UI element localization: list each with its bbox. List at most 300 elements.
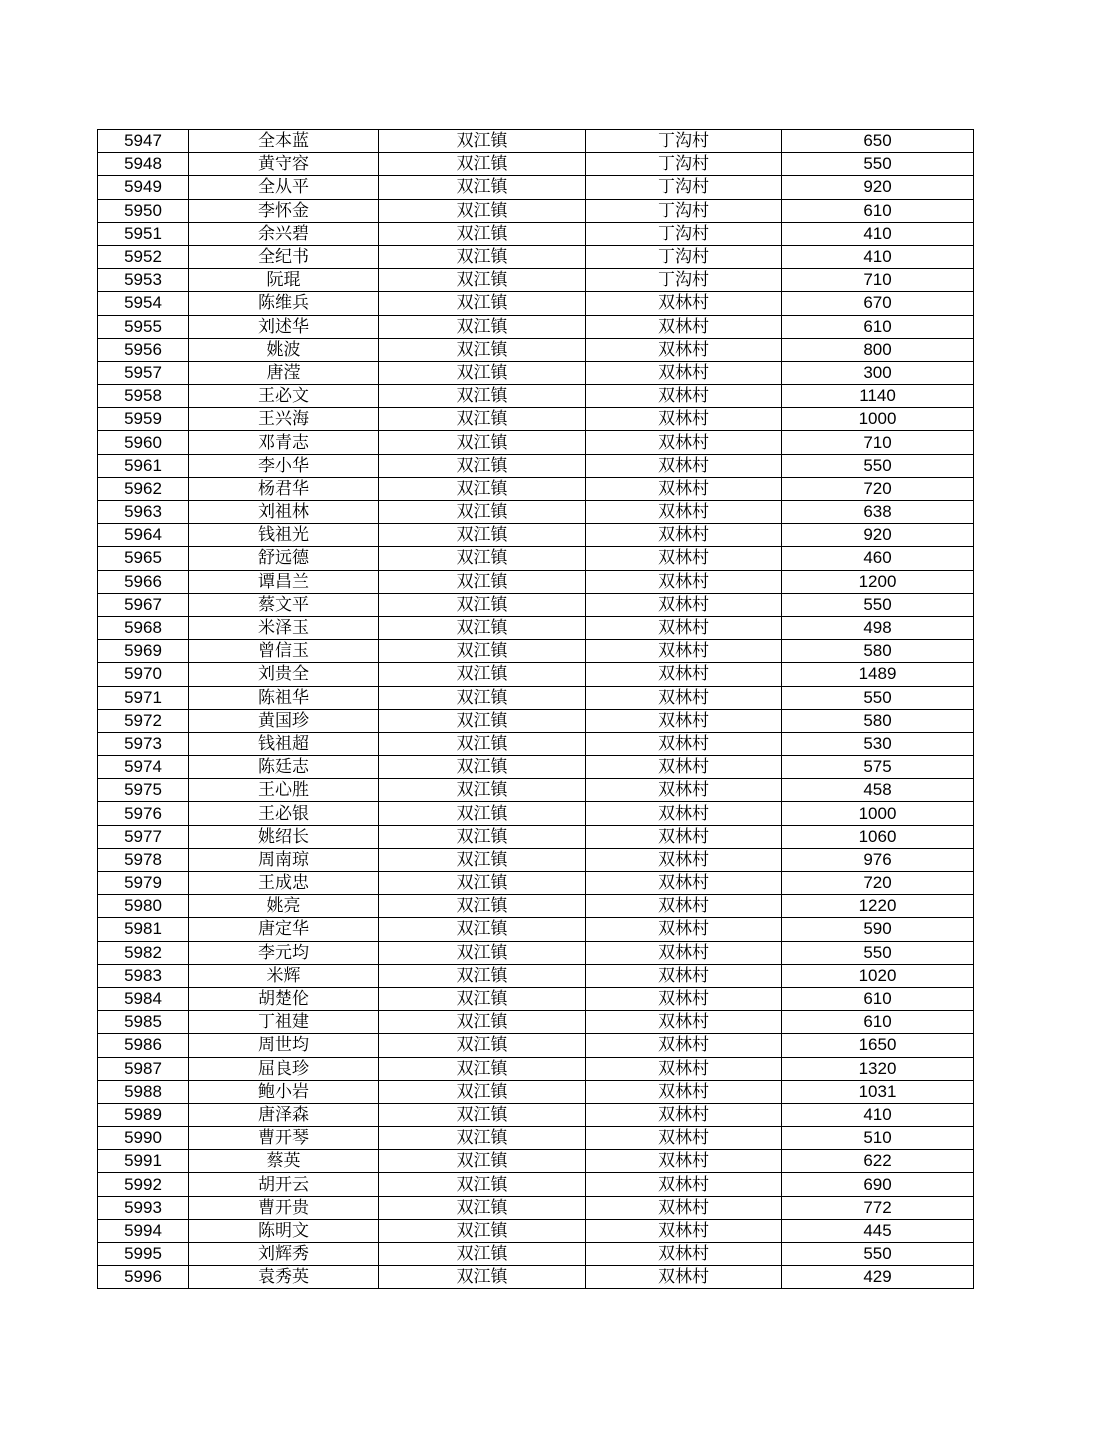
name-cell: 李怀金 — [189, 199, 379, 222]
amount-cell: 650 — [782, 130, 974, 153]
table-row — [98, 130, 974, 153]
name-cell: 周世均 — [189, 1034, 379, 1057]
village-cell: 双林村 — [586, 524, 782, 547]
village-cell: 双林村 — [586, 570, 782, 593]
row-number-cell: 5977 — [98, 825, 189, 848]
table-row — [98, 477, 974, 500]
village-cell: 双林村 — [586, 640, 782, 663]
row-number-cell: 5991 — [98, 1150, 189, 1173]
amount-cell: 772 — [782, 1196, 974, 1219]
name-cell: 屈良珍 — [189, 1057, 379, 1080]
name-cell: 陈廷志 — [189, 756, 379, 779]
name-cell: 胡楚伦 — [189, 987, 379, 1010]
village-cell: 双林村 — [586, 1150, 782, 1173]
table-row — [98, 1243, 974, 1266]
table-row — [98, 825, 974, 848]
village-cell: 双林村 — [586, 361, 782, 384]
table-body — [98, 130, 974, 1289]
amount-cell: 1000 — [782, 802, 974, 825]
table-row — [98, 616, 974, 639]
town-cell: 双江镇 — [379, 570, 586, 593]
table-row — [98, 501, 974, 524]
town-cell: 双江镇 — [379, 1057, 586, 1080]
name-cell: 唐泽森 — [189, 1103, 379, 1126]
town-cell: 双江镇 — [379, 593, 586, 616]
amount-cell: 1220 — [782, 895, 974, 918]
name-cell: 姚绍长 — [189, 825, 379, 848]
town-cell: 双江镇 — [379, 640, 586, 663]
row-number-cell: 5975 — [98, 779, 189, 802]
amount-cell: 1489 — [782, 663, 974, 686]
amount-cell: 610 — [782, 199, 974, 222]
table-row — [98, 408, 974, 431]
table-row — [98, 1057, 974, 1080]
town-cell: 双江镇 — [379, 1011, 586, 1034]
town-cell: 双江镇 — [379, 686, 586, 709]
name-cell: 余兴碧 — [189, 222, 379, 245]
name-cell: 钱祖超 — [189, 732, 379, 755]
town-cell: 双江镇 — [379, 616, 586, 639]
town-cell: 双江镇 — [379, 245, 586, 268]
row-number-cell: 5996 — [98, 1266, 189, 1289]
table-row — [98, 385, 974, 408]
table-row — [98, 756, 974, 779]
row-number-cell: 5976 — [98, 802, 189, 825]
table-row — [98, 338, 974, 361]
town-cell: 双江镇 — [379, 477, 586, 500]
town-cell: 双江镇 — [379, 1243, 586, 1266]
row-number-cell: 5962 — [98, 477, 189, 500]
name-cell: 袁秀英 — [189, 1266, 379, 1289]
town-cell: 双江镇 — [379, 269, 586, 292]
table-row — [98, 199, 974, 222]
amount-cell: 1320 — [782, 1057, 974, 1080]
table-row — [98, 593, 974, 616]
amount-cell: 550 — [782, 153, 974, 176]
row-number-cell: 5985 — [98, 1011, 189, 1034]
name-cell: 曹开琴 — [189, 1127, 379, 1150]
town-cell: 双江镇 — [379, 732, 586, 755]
row-number-cell: 5953 — [98, 269, 189, 292]
town-cell: 双江镇 — [379, 709, 586, 732]
amount-cell: 690 — [782, 1173, 974, 1196]
name-cell: 陈明文 — [189, 1219, 379, 1242]
table-row — [98, 454, 974, 477]
village-cell: 双林村 — [586, 756, 782, 779]
amount-cell: 550 — [782, 941, 974, 964]
name-cell: 舒远德 — [189, 547, 379, 570]
row-number-cell: 5987 — [98, 1057, 189, 1080]
amount-cell: 610 — [782, 315, 974, 338]
town-cell: 双江镇 — [379, 385, 586, 408]
row-number-cell: 5967 — [98, 593, 189, 616]
row-number-cell: 5980 — [98, 895, 189, 918]
town-cell: 双江镇 — [379, 315, 586, 338]
name-cell: 王心胜 — [189, 779, 379, 802]
name-cell: 蔡英 — [189, 1150, 379, 1173]
town-cell: 双江镇 — [379, 153, 586, 176]
name-cell: 唐滢 — [189, 361, 379, 384]
village-cell: 双林村 — [586, 501, 782, 524]
name-cell: 曹开贵 — [189, 1196, 379, 1219]
table-row — [98, 663, 974, 686]
table-row — [98, 1196, 974, 1219]
village-cell: 双林村 — [586, 895, 782, 918]
row-number-cell: 5969 — [98, 640, 189, 663]
row-number-cell: 5948 — [98, 153, 189, 176]
amount-cell: 720 — [782, 872, 974, 895]
name-cell: 胡开云 — [189, 1173, 379, 1196]
amount-cell: 580 — [782, 709, 974, 732]
table-row — [98, 895, 974, 918]
town-cell: 双江镇 — [379, 1080, 586, 1103]
row-number-cell: 5965 — [98, 547, 189, 570]
table-row — [98, 732, 974, 755]
table-row — [98, 872, 974, 895]
row-number-cell: 5970 — [98, 663, 189, 686]
name-cell: 钱祖光 — [189, 524, 379, 547]
amount-cell: 976 — [782, 848, 974, 871]
village-cell: 丁沟村 — [586, 199, 782, 222]
table-row — [98, 524, 974, 547]
name-cell: 陈维兵 — [189, 292, 379, 315]
table-row — [98, 640, 974, 663]
table-row — [98, 1219, 974, 1242]
town-cell: 双江镇 — [379, 130, 586, 153]
data-table — [97, 129, 974, 1289]
table-row — [98, 709, 974, 732]
row-number-cell: 5995 — [98, 1243, 189, 1266]
row-number-cell: 5960 — [98, 431, 189, 454]
amount-cell: 530 — [782, 732, 974, 755]
amount-cell: 550 — [782, 1243, 974, 1266]
village-cell: 双林村 — [586, 1266, 782, 1289]
village-cell: 双林村 — [586, 385, 782, 408]
town-cell: 双江镇 — [379, 199, 586, 222]
row-number-cell: 5959 — [98, 408, 189, 431]
table-row — [98, 431, 974, 454]
table-row — [98, 964, 974, 987]
row-number-cell: 5958 — [98, 385, 189, 408]
village-cell: 双林村 — [586, 1173, 782, 1196]
name-cell: 王必文 — [189, 385, 379, 408]
town-cell: 双江镇 — [379, 663, 586, 686]
village-cell: 双林村 — [586, 779, 782, 802]
row-number-cell: 5971 — [98, 686, 189, 709]
row-number-cell: 5984 — [98, 987, 189, 1010]
row-number-cell: 5950 — [98, 199, 189, 222]
name-cell: 王必银 — [189, 802, 379, 825]
name-cell: 米辉 — [189, 964, 379, 987]
amount-cell: 580 — [782, 640, 974, 663]
amount-cell: 590 — [782, 918, 974, 941]
name-cell: 曾信玉 — [189, 640, 379, 663]
town-cell: 双江镇 — [379, 1127, 586, 1150]
village-cell: 双林村 — [586, 477, 782, 500]
table-row — [98, 987, 974, 1010]
name-cell: 全纪书 — [189, 245, 379, 268]
table-row — [98, 570, 974, 593]
name-cell: 丁祖建 — [189, 1011, 379, 1034]
amount-cell: 622 — [782, 1150, 974, 1173]
name-cell: 周南琼 — [189, 848, 379, 871]
row-number-cell: 5990 — [98, 1127, 189, 1150]
amount-cell: 458 — [782, 779, 974, 802]
village-cell: 双林村 — [586, 616, 782, 639]
row-number-cell: 5982 — [98, 941, 189, 964]
amount-cell: 498 — [782, 616, 974, 639]
village-cell: 双林村 — [586, 941, 782, 964]
name-cell: 黄守容 — [189, 153, 379, 176]
table-row — [98, 176, 974, 199]
amount-cell: 610 — [782, 1011, 974, 1034]
amount-cell: 920 — [782, 524, 974, 547]
town-cell: 双江镇 — [379, 941, 586, 964]
name-cell: 王兴海 — [189, 408, 379, 431]
town-cell: 双江镇 — [379, 361, 586, 384]
amount-cell: 445 — [782, 1219, 974, 1242]
town-cell: 双江镇 — [379, 176, 586, 199]
town-cell: 双江镇 — [379, 1150, 586, 1173]
amount-cell: 670 — [782, 292, 974, 315]
amount-cell: 1200 — [782, 570, 974, 593]
town-cell: 双江镇 — [379, 501, 586, 524]
amount-cell: 1020 — [782, 964, 974, 987]
row-number-cell: 5993 — [98, 1196, 189, 1219]
village-cell: 双林村 — [586, 408, 782, 431]
name-cell: 阮琨 — [189, 269, 379, 292]
village-cell: 双林村 — [586, 663, 782, 686]
town-cell: 双江镇 — [379, 1196, 586, 1219]
amount-cell: 1031 — [782, 1080, 974, 1103]
row-number-cell: 5963 — [98, 501, 189, 524]
amount-cell: 300 — [782, 361, 974, 384]
name-cell: 邓青志 — [189, 431, 379, 454]
amount-cell: 800 — [782, 338, 974, 361]
row-number-cell: 5968 — [98, 616, 189, 639]
village-cell: 双林村 — [586, 686, 782, 709]
amount-cell: 410 — [782, 1103, 974, 1126]
row-number-cell: 5992 — [98, 1173, 189, 1196]
village-cell: 双林村 — [586, 1011, 782, 1034]
town-cell: 双江镇 — [379, 802, 586, 825]
row-number-cell: 5957 — [98, 361, 189, 384]
village-cell: 双林村 — [586, 338, 782, 361]
table-row — [98, 1011, 974, 1034]
name-cell: 陈祖华 — [189, 686, 379, 709]
table-row — [98, 1080, 974, 1103]
name-cell: 蔡文平 — [189, 593, 379, 616]
village-cell: 丁沟村 — [586, 153, 782, 176]
row-number-cell: 5981 — [98, 918, 189, 941]
village-cell: 双林村 — [586, 964, 782, 987]
village-cell: 双林村 — [586, 825, 782, 848]
table-row — [98, 1150, 974, 1173]
village-cell: 双林村 — [586, 1034, 782, 1057]
name-cell: 姚亮 — [189, 895, 379, 918]
village-cell: 双林村 — [586, 1219, 782, 1242]
table-row — [98, 292, 974, 315]
name-cell: 李元均 — [189, 941, 379, 964]
amount-cell: 575 — [782, 756, 974, 779]
table-row — [98, 361, 974, 384]
table-row — [98, 941, 974, 964]
town-cell: 双江镇 — [379, 454, 586, 477]
amount-cell: 720 — [782, 477, 974, 500]
town-cell: 双江镇 — [379, 547, 586, 570]
row-number-cell: 5983 — [98, 964, 189, 987]
amount-cell: 510 — [782, 1127, 974, 1150]
row-number-cell: 5949 — [98, 176, 189, 199]
table-row — [98, 222, 974, 245]
row-number-cell: 5994 — [98, 1219, 189, 1242]
name-cell: 刘辉秀 — [189, 1243, 379, 1266]
amount-cell: 550 — [782, 686, 974, 709]
table-row — [98, 802, 974, 825]
town-cell: 双江镇 — [379, 825, 586, 848]
name-cell: 全从平 — [189, 176, 379, 199]
table-row — [98, 1173, 974, 1196]
town-cell: 双江镇 — [379, 292, 586, 315]
amount-cell: 410 — [782, 222, 974, 245]
amount-cell: 610 — [782, 987, 974, 1010]
row-number-cell: 5988 — [98, 1080, 189, 1103]
village-cell: 双林村 — [586, 1080, 782, 1103]
table-row — [98, 1103, 974, 1126]
name-cell: 黄国珍 — [189, 709, 379, 732]
name-cell: 刘贵全 — [189, 663, 379, 686]
row-number-cell: 5951 — [98, 222, 189, 245]
table-row — [98, 1127, 974, 1150]
village-cell: 双林村 — [586, 918, 782, 941]
row-number-cell: 5947 — [98, 130, 189, 153]
row-number-cell: 5952 — [98, 245, 189, 268]
village-cell: 双林村 — [586, 547, 782, 570]
row-number-cell: 5979 — [98, 872, 189, 895]
table-row — [98, 547, 974, 570]
town-cell: 双江镇 — [379, 918, 586, 941]
town-cell: 双江镇 — [379, 408, 586, 431]
town-cell: 双江镇 — [379, 1173, 586, 1196]
name-cell: 李小华 — [189, 454, 379, 477]
amount-cell: 710 — [782, 431, 974, 454]
amount-cell: 1650 — [782, 1034, 974, 1057]
amount-cell: 460 — [782, 547, 974, 570]
table-row — [98, 269, 974, 292]
village-cell: 丁沟村 — [586, 222, 782, 245]
town-cell: 双江镇 — [379, 895, 586, 918]
row-number-cell: 5955 — [98, 315, 189, 338]
village-cell: 双林村 — [586, 315, 782, 338]
village-cell: 双林村 — [586, 709, 782, 732]
town-cell: 双江镇 — [379, 987, 586, 1010]
row-number-cell: 5978 — [98, 848, 189, 871]
name-cell: 刘祖林 — [189, 501, 379, 524]
town-cell: 双江镇 — [379, 964, 586, 987]
name-cell: 谭昌兰 — [189, 570, 379, 593]
town-cell: 双江镇 — [379, 756, 586, 779]
table-row — [98, 848, 974, 871]
amount-cell: 429 — [782, 1266, 974, 1289]
name-cell: 唐定华 — [189, 918, 379, 941]
amount-cell: 550 — [782, 593, 974, 616]
amount-cell: 1140 — [782, 385, 974, 408]
town-cell: 双江镇 — [379, 338, 586, 361]
village-cell: 双林村 — [586, 292, 782, 315]
town-cell: 双江镇 — [379, 524, 586, 547]
row-number-cell: 5966 — [98, 570, 189, 593]
village-cell: 双林村 — [586, 454, 782, 477]
town-cell: 双江镇 — [379, 1266, 586, 1289]
row-number-cell: 5961 — [98, 454, 189, 477]
table-row — [98, 779, 974, 802]
name-cell: 姚波 — [189, 338, 379, 361]
village-cell: 双林村 — [586, 802, 782, 825]
amount-cell: 1000 — [782, 408, 974, 431]
name-cell: 米泽玉 — [189, 616, 379, 639]
table-row — [98, 1266, 974, 1289]
row-number-cell: 5973 — [98, 732, 189, 755]
village-cell: 丁沟村 — [586, 176, 782, 199]
town-cell: 双江镇 — [379, 431, 586, 454]
table-row — [98, 315, 974, 338]
town-cell: 双江镇 — [379, 1034, 586, 1057]
town-cell: 双江镇 — [379, 848, 586, 871]
village-cell: 丁沟村 — [586, 269, 782, 292]
name-cell: 全本蓝 — [189, 130, 379, 153]
row-number-cell: 5974 — [98, 756, 189, 779]
village-cell: 双林村 — [586, 872, 782, 895]
village-cell: 丁沟村 — [586, 245, 782, 268]
town-cell: 双江镇 — [379, 872, 586, 895]
amount-cell: 638 — [782, 501, 974, 524]
table-row — [98, 918, 974, 941]
village-cell: 双林村 — [586, 1196, 782, 1219]
village-cell: 双林村 — [586, 987, 782, 1010]
village-cell: 双林村 — [586, 593, 782, 616]
row-number-cell: 5956 — [98, 338, 189, 361]
village-cell: 双林村 — [586, 431, 782, 454]
town-cell: 双江镇 — [379, 1219, 586, 1242]
amount-cell: 920 — [782, 176, 974, 199]
town-cell: 双江镇 — [379, 1103, 586, 1126]
table-row — [98, 153, 974, 176]
name-cell: 鲍小岩 — [189, 1080, 379, 1103]
row-number-cell: 5986 — [98, 1034, 189, 1057]
table-row — [98, 1034, 974, 1057]
village-cell: 丁沟村 — [586, 130, 782, 153]
town-cell: 双江镇 — [379, 779, 586, 802]
row-number-cell: 5954 — [98, 292, 189, 315]
village-cell: 双林村 — [586, 1127, 782, 1150]
village-cell: 双林村 — [586, 1243, 782, 1266]
village-cell: 双林村 — [586, 732, 782, 755]
name-cell: 王成忠 — [189, 872, 379, 895]
row-number-cell: 5972 — [98, 709, 189, 732]
town-cell: 双江镇 — [379, 222, 586, 245]
amount-cell: 410 — [782, 245, 974, 268]
name-cell: 杨君华 — [189, 477, 379, 500]
table-row — [98, 245, 974, 268]
row-number-cell: 5964 — [98, 524, 189, 547]
table-row — [98, 686, 974, 709]
row-number-cell: 5989 — [98, 1103, 189, 1126]
name-cell: 刘述华 — [189, 315, 379, 338]
amount-cell: 710 — [782, 269, 974, 292]
village-cell: 双林村 — [586, 848, 782, 871]
amount-cell: 550 — [782, 454, 974, 477]
village-cell: 双林村 — [586, 1057, 782, 1080]
